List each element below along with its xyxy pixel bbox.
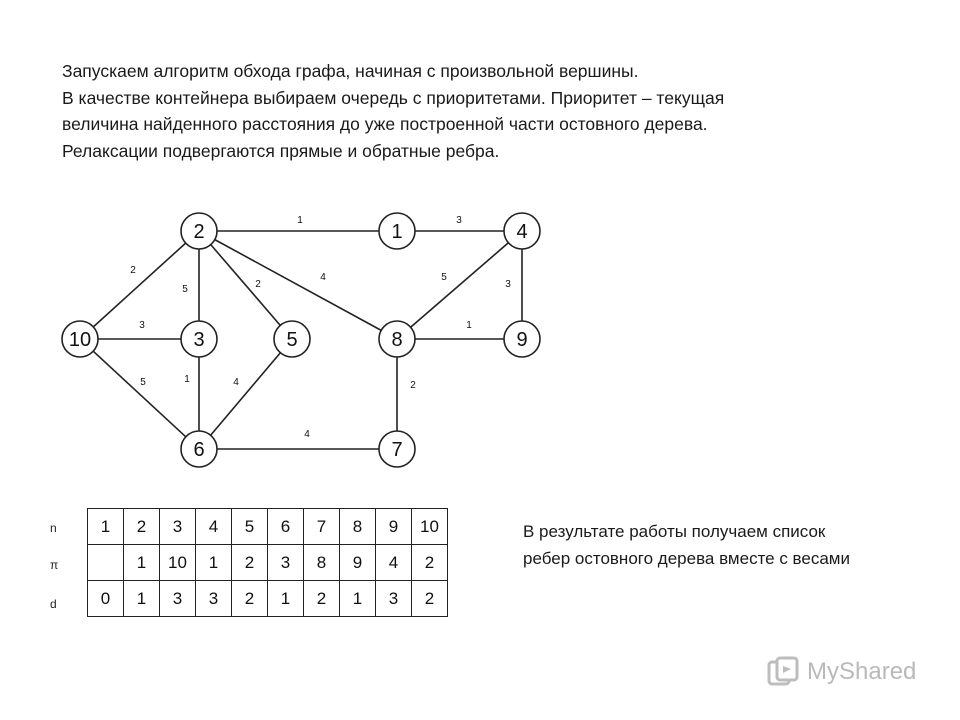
result-line-2: ребер остовного дерева вместе с весами [523,549,850,568]
cell-pi-10: 2 [412,545,448,581]
edge-weight-8-9: 1 [466,320,472,331]
edge-2-8 [215,240,381,331]
edge-2-10 [93,243,185,327]
edge-weight-10-3: 3 [139,320,145,331]
edge-weight-4-9: 3 [505,279,511,290]
intro-line-2: В качестве контейнера выбираем очередь с приоритетами. Приоритет – текущая [62,87,725,108]
cell-d-7: 2 [304,581,340,617]
cell-d-8: 1 [340,581,376,617]
cell-n-2: 2 [124,509,160,545]
cell-d-9: 3 [376,581,412,617]
cell-d-6: 1 [268,581,304,617]
cell-pi-6: 3 [268,545,304,581]
edge-weight-1-4: 3 [456,215,462,226]
cell-pi-4: 1 [196,545,232,581]
row-label-n: n [50,521,57,535]
node-label-2: 2 [193,221,205,243]
node-label-4: 4 [516,221,528,243]
cell-pi-8: 9 [340,545,376,581]
cell-pi-1 [88,545,124,581]
table-row-pi [88,545,448,581]
cell-n-3: 3 [160,509,196,545]
table-row-n [88,509,448,545]
cell-n-10: 10 [412,509,448,545]
node-label-7: 7 [391,439,403,461]
edge-5-6 [211,353,281,436]
edge-weight-10-6: 5 [140,377,146,388]
myshared-logo-icon [767,656,801,688]
intro-line-3: величина найденного расстояния до уже построенной части остовного дерева. [62,114,708,134]
cell-n-7: 7 [304,509,340,545]
edge-weight-6-7: 4 [304,429,310,440]
cell-n-4: 4 [196,509,232,545]
edge-10-6 [93,351,186,437]
cell-pi-3: 10 [160,545,196,581]
table-row-d [88,581,448,617]
cell-d-3: 3 [160,581,196,617]
edge-weight-2-10: 2 [130,265,136,276]
cell-d-1: 0 [88,581,124,617]
node-label-6: 6 [193,439,205,461]
node-label-8: 8 [391,329,403,351]
cell-pi-2: 1 [124,545,160,581]
cell-d-5: 2 [232,581,268,617]
edge-weight-4-8: 5 [441,272,447,283]
edge-weight-2-5: 2 [255,279,261,290]
node-label-1: 1 [391,221,403,243]
cell-d-10: 2 [412,581,448,617]
intro-line-4: Релаксации подвергаются прямые и обратные ребра. [62,140,500,161]
row-label-d: d [50,597,57,611]
edge-4-8 [411,243,509,327]
edge-weight-8-7: 2 [410,380,416,391]
cell-pi-5: 2 [232,545,268,581]
result-text [523,518,850,572]
cell-pi-7: 8 [304,545,340,581]
edge-weight-3-6: 1 [184,374,190,385]
cell-n-5: 5 [232,509,268,545]
watermark-text: MyShared [807,658,917,685]
edge-weight-2-3: 5 [182,284,188,295]
cell-n-8: 8 [340,509,376,545]
cell-d-4: 3 [196,581,232,617]
edge-weight-2-1: 1 [297,215,303,226]
row-label-pi: π [50,558,59,572]
cell-d-2: 1 [124,581,160,617]
edge-weight-5-6: 4 [233,377,239,388]
result-line-1: В результате работы получаем список [523,522,826,541]
node-label-10: 10 [68,329,92,351]
cell-n-6: 6 [268,509,304,545]
parent-distance-table [87,508,448,617]
node-label-9: 9 [516,329,528,351]
intro-line-1: Запускаем алгоритм обхода графа, начиная с произвольной вершины. [62,61,639,81]
cell-pi-9: 4 [376,545,412,581]
watermark [767,656,916,688]
cell-n-9: 9 [376,509,412,545]
edge-weight-2-8: 4 [320,272,326,283]
node-label-3: 3 [193,329,205,351]
node-label-5: 5 [286,329,298,351]
cell-n-1: 1 [88,509,124,545]
